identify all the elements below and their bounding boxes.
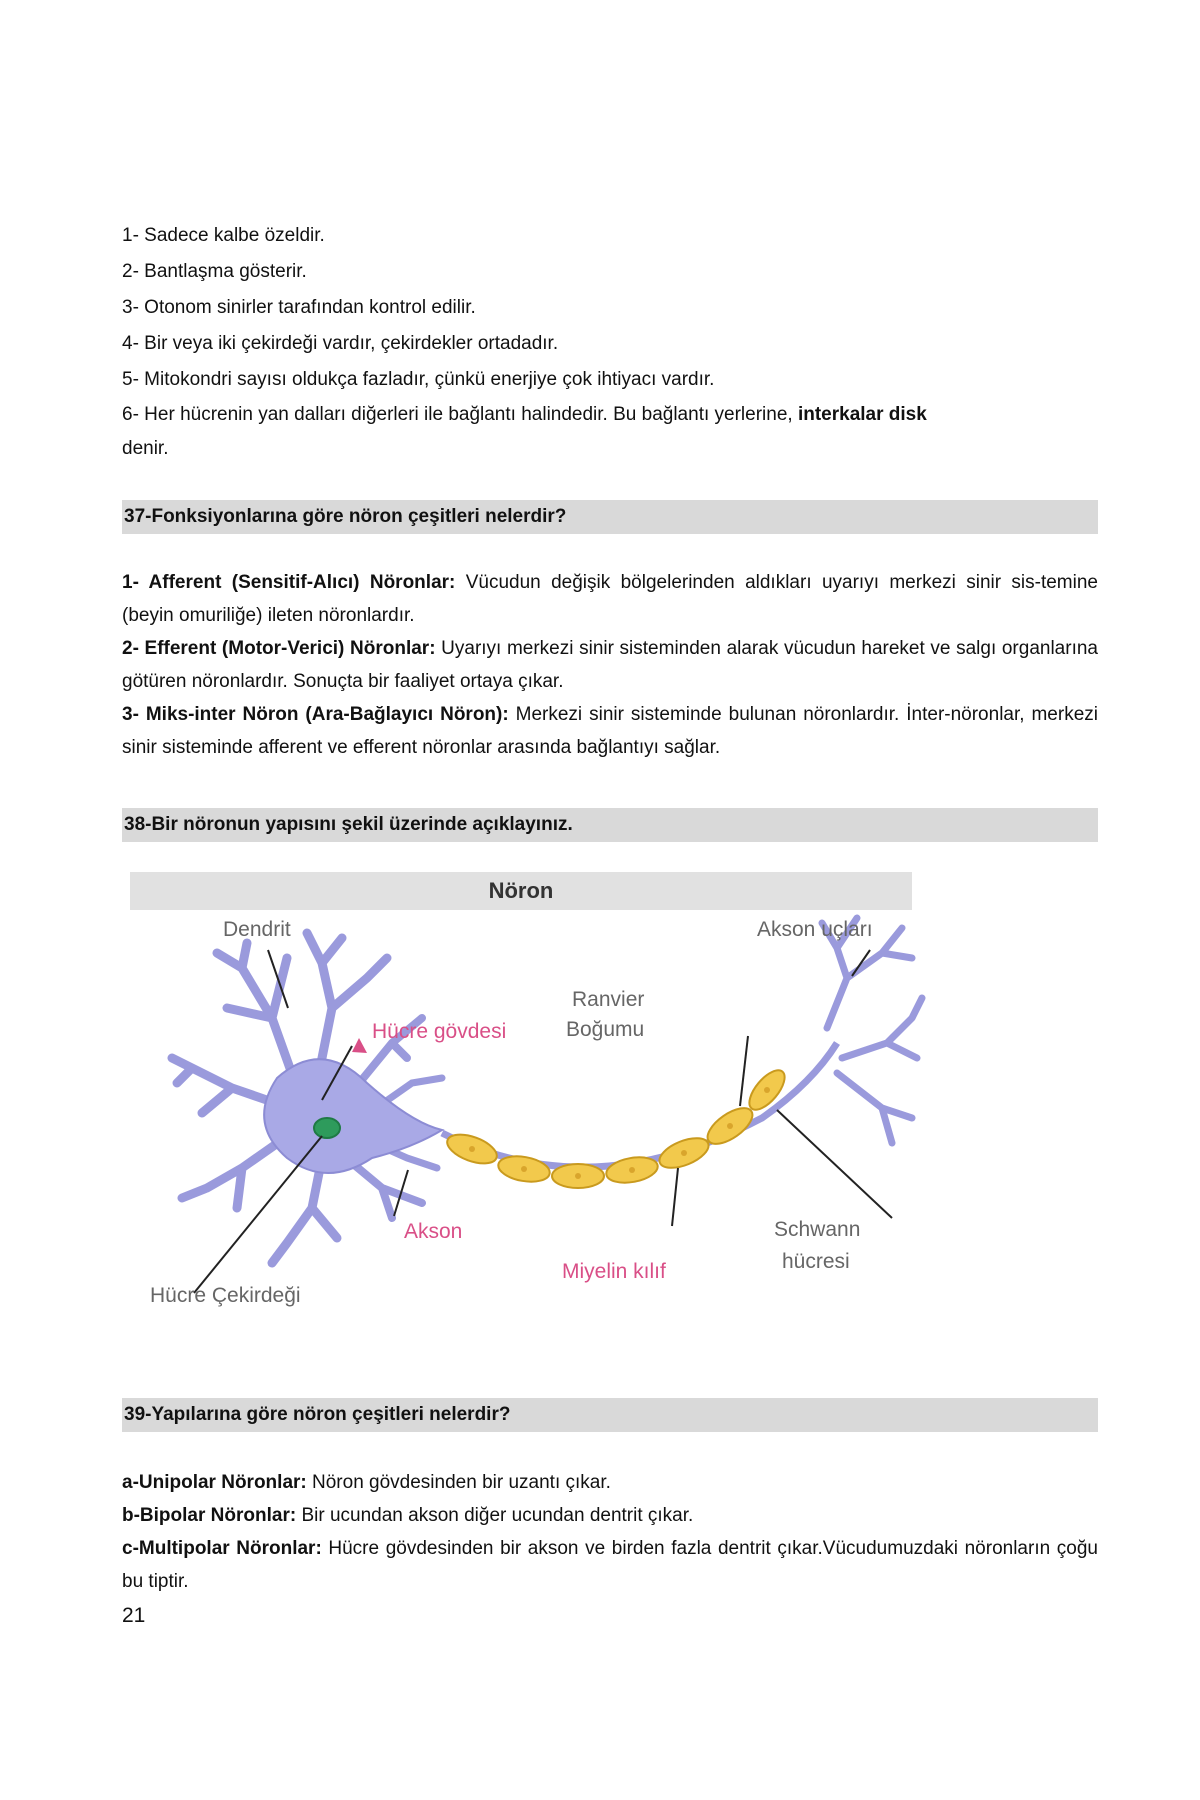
list-item: 3- Otonom sinirler tarafından kontrol edilir. [122, 297, 476, 318]
answer-item [122, 632, 1098, 698]
question-39-heading: 39-Yapılarına göre nöron çeşitleri nelerdir? [122, 1398, 1098, 1432]
answer-text: Vücudun değişik bölgelerinden aldıkları uyarıyı merkezi sinir sis-temine (beyin omuriliğe) ileten nöronlardır. [122, 572, 1098, 626]
question-38-heading: 38-Bir nöronun yapısını şekil üzerinde açıklayınız. [122, 808, 1098, 842]
item6-text: 6- Her hücrenin yan dalları diğerleri ile bağlantı halindedir. Bu bağlantı yerlerine, [122, 404, 798, 425]
answer-text: Hücre gövdesinden bir akson ve birden fazla dentrit çıkar.Vücudumuzdaki nöronların çoğu bu tiptir. [122, 1538, 1098, 1592]
label-akson: Akson [404, 1220, 463, 1243]
question-37-heading: 37-Fonksiyonlarına göre nöron çeşitleri nelerdir? [122, 500, 1098, 534]
question-39-answer [122, 1466, 1098, 1598]
axon [442, 1043, 837, 1167]
label-ranvier-2: Boğumu [566, 1018, 645, 1041]
figure-title: Nöron [488, 878, 554, 903]
answer-term: b-Bipolar Nöronlar: [122, 1505, 297, 1526]
question-37-answer [122, 566, 1098, 764]
item6-continuation: denir. [122, 438, 169, 459]
answer-text: Uyarıyı merkezi sinir sisteminden alarak vücudun hareket ve salgı organlarına götüren nöronlardır. Sonuçta bir faaliyet ortaya çıkar. [122, 638, 1098, 692]
answer-text: Merkezi sinir sisteminde bulunan nöronlardır. İnter-nöronlar, merkezi sinir sisteminde afferent ve efferent nöronlar arasında bağlantıyı sağlar. [122, 704, 1098, 758]
answer-text: Bir ucundan akson diğer ucundan dentrit çıkar. [296, 1505, 694, 1526]
heart-muscle-list [122, 218, 927, 466]
answer-item [122, 1532, 1098, 1598]
label-dendrit: Dendrit [223, 918, 291, 941]
label-cekirdek: Hücre Çekirdeği [150, 1284, 301, 1307]
answer-term: c-Multipolar Nöronlar: [122, 1538, 322, 1559]
answer-item [122, 566, 1098, 632]
answer-item [122, 698, 1098, 764]
cell-body [264, 1059, 442, 1173]
answer-item [122, 1466, 1098, 1499]
list-item: 1- Sadece kalbe özeldir. [122, 225, 325, 246]
item6-bold: interkalar disk [797, 404, 927, 425]
list-item: 5- Mitokondri sayısı oldukça fazladır, çünkü enerjiye çok ihtiyacı vardır. [122, 369, 715, 390]
pink-pointer [352, 1038, 367, 1053]
label-schwann-2: hücresi [782, 1250, 850, 1273]
answer-term: 2- Efferent (Motor-Verici) Nöronlar: [122, 638, 436, 659]
answer-term: 1- Afferent (Sensitif-Alıcı) Nöronlar: [122, 572, 456, 593]
label-schwann-1: Schwann [774, 1218, 861, 1241]
answer-term: a-Unipolar Nöronlar: [122, 1472, 307, 1493]
nucleus [314, 1118, 340, 1138]
answer-item [122, 1499, 1098, 1532]
list-item [122, 398, 927, 432]
label-ranvier-1: Ranvier [572, 988, 645, 1011]
label-miyelin: Miyelin kılıf [562, 1260, 666, 1283]
neuron-figure [122, 868, 932, 1328]
page-number: 21 [122, 1604, 146, 1627]
answer-text: Nöron gövdesinden bir uzantı çıkar. [306, 1472, 611, 1493]
myelin-sheath [443, 1065, 790, 1188]
answer-term: 3- Miks-inter Nöron (Ara-Bağlayıcı Nöron): [122, 704, 509, 725]
list-item: 4- Bir veya iki çekirdeği vardır, çekirdekler ortadadır. [122, 333, 559, 354]
label-akson-uclari: Akson uçları [757, 918, 873, 941]
label-hucre-govdesi: Hücre gövdesi [372, 1020, 507, 1043]
list-item: 2- Bantlaşma gösterir. [122, 261, 307, 282]
